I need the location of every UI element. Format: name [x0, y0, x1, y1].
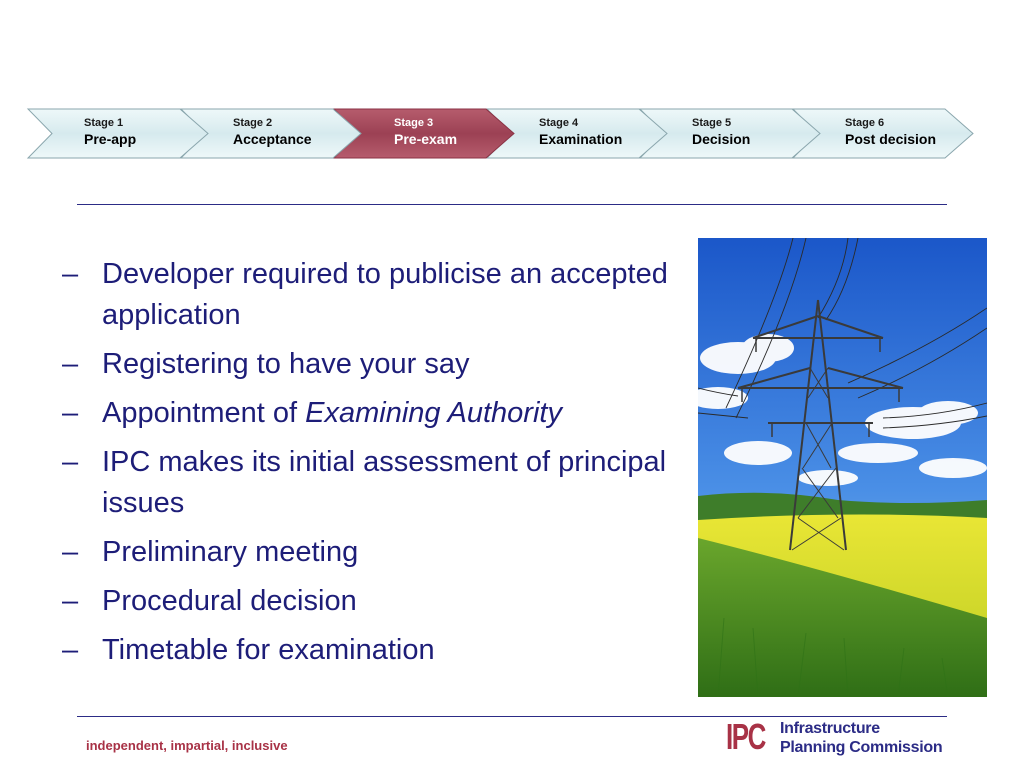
bullet-list — [62, 254, 672, 679]
pylon-photo — [698, 238, 987, 697]
stage-5 — [692, 118, 750, 146]
stage-number: Stage 5 — [692, 117, 732, 129]
footer-tagline: independent, impartial, inclusive — [86, 738, 288, 753]
bullet-item: – Developer required to publicise an accepted application — [62, 258, 668, 331]
stage-number: Stage 3 — [394, 117, 434, 129]
stage-name: Pre-exam — [394, 131, 458, 147]
stage-name: Examination — [539, 131, 623, 147]
stage-2 — [233, 118, 312, 146]
stage-number: Stage 1 — [84, 117, 124, 129]
stage-number: Stage 2 — [233, 117, 273, 129]
stage-name: Acceptance — [233, 131, 312, 147]
bullet-item: – IPC makes its initial assessment of principal issues — [62, 446, 667, 519]
header-divider — [77, 204, 947, 205]
ipc-logo — [726, 717, 956, 767]
stage-1 — [84, 118, 136, 146]
ipc-logo-mark: IPC — [726, 716, 765, 757]
bullet-item: – Preliminary meeting — [62, 536, 359, 568]
ipc-logo-text: Infrastructure Planning Commission — [780, 720, 943, 756]
stage-number: Stage 6 — [845, 117, 885, 129]
stage-name: Post decision — [845, 131, 937, 147]
bullet-item: – Appointment of Examining Authority — [62, 397, 562, 429]
stage-6 — [845, 118, 936, 146]
stage-name: Pre-app — [84, 131, 137, 147]
stage-name: Decision — [692, 131, 751, 147]
stage-number: Stage 4 — [539, 117, 579, 129]
stage-4 — [539, 118, 622, 146]
bullet-item: – Timetable for examination — [62, 634, 435, 666]
bullet-item: – Procedural decision — [62, 585, 357, 617]
stage-3 — [394, 118, 457, 146]
bullet-item: – Registering to have your say — [62, 348, 470, 380]
